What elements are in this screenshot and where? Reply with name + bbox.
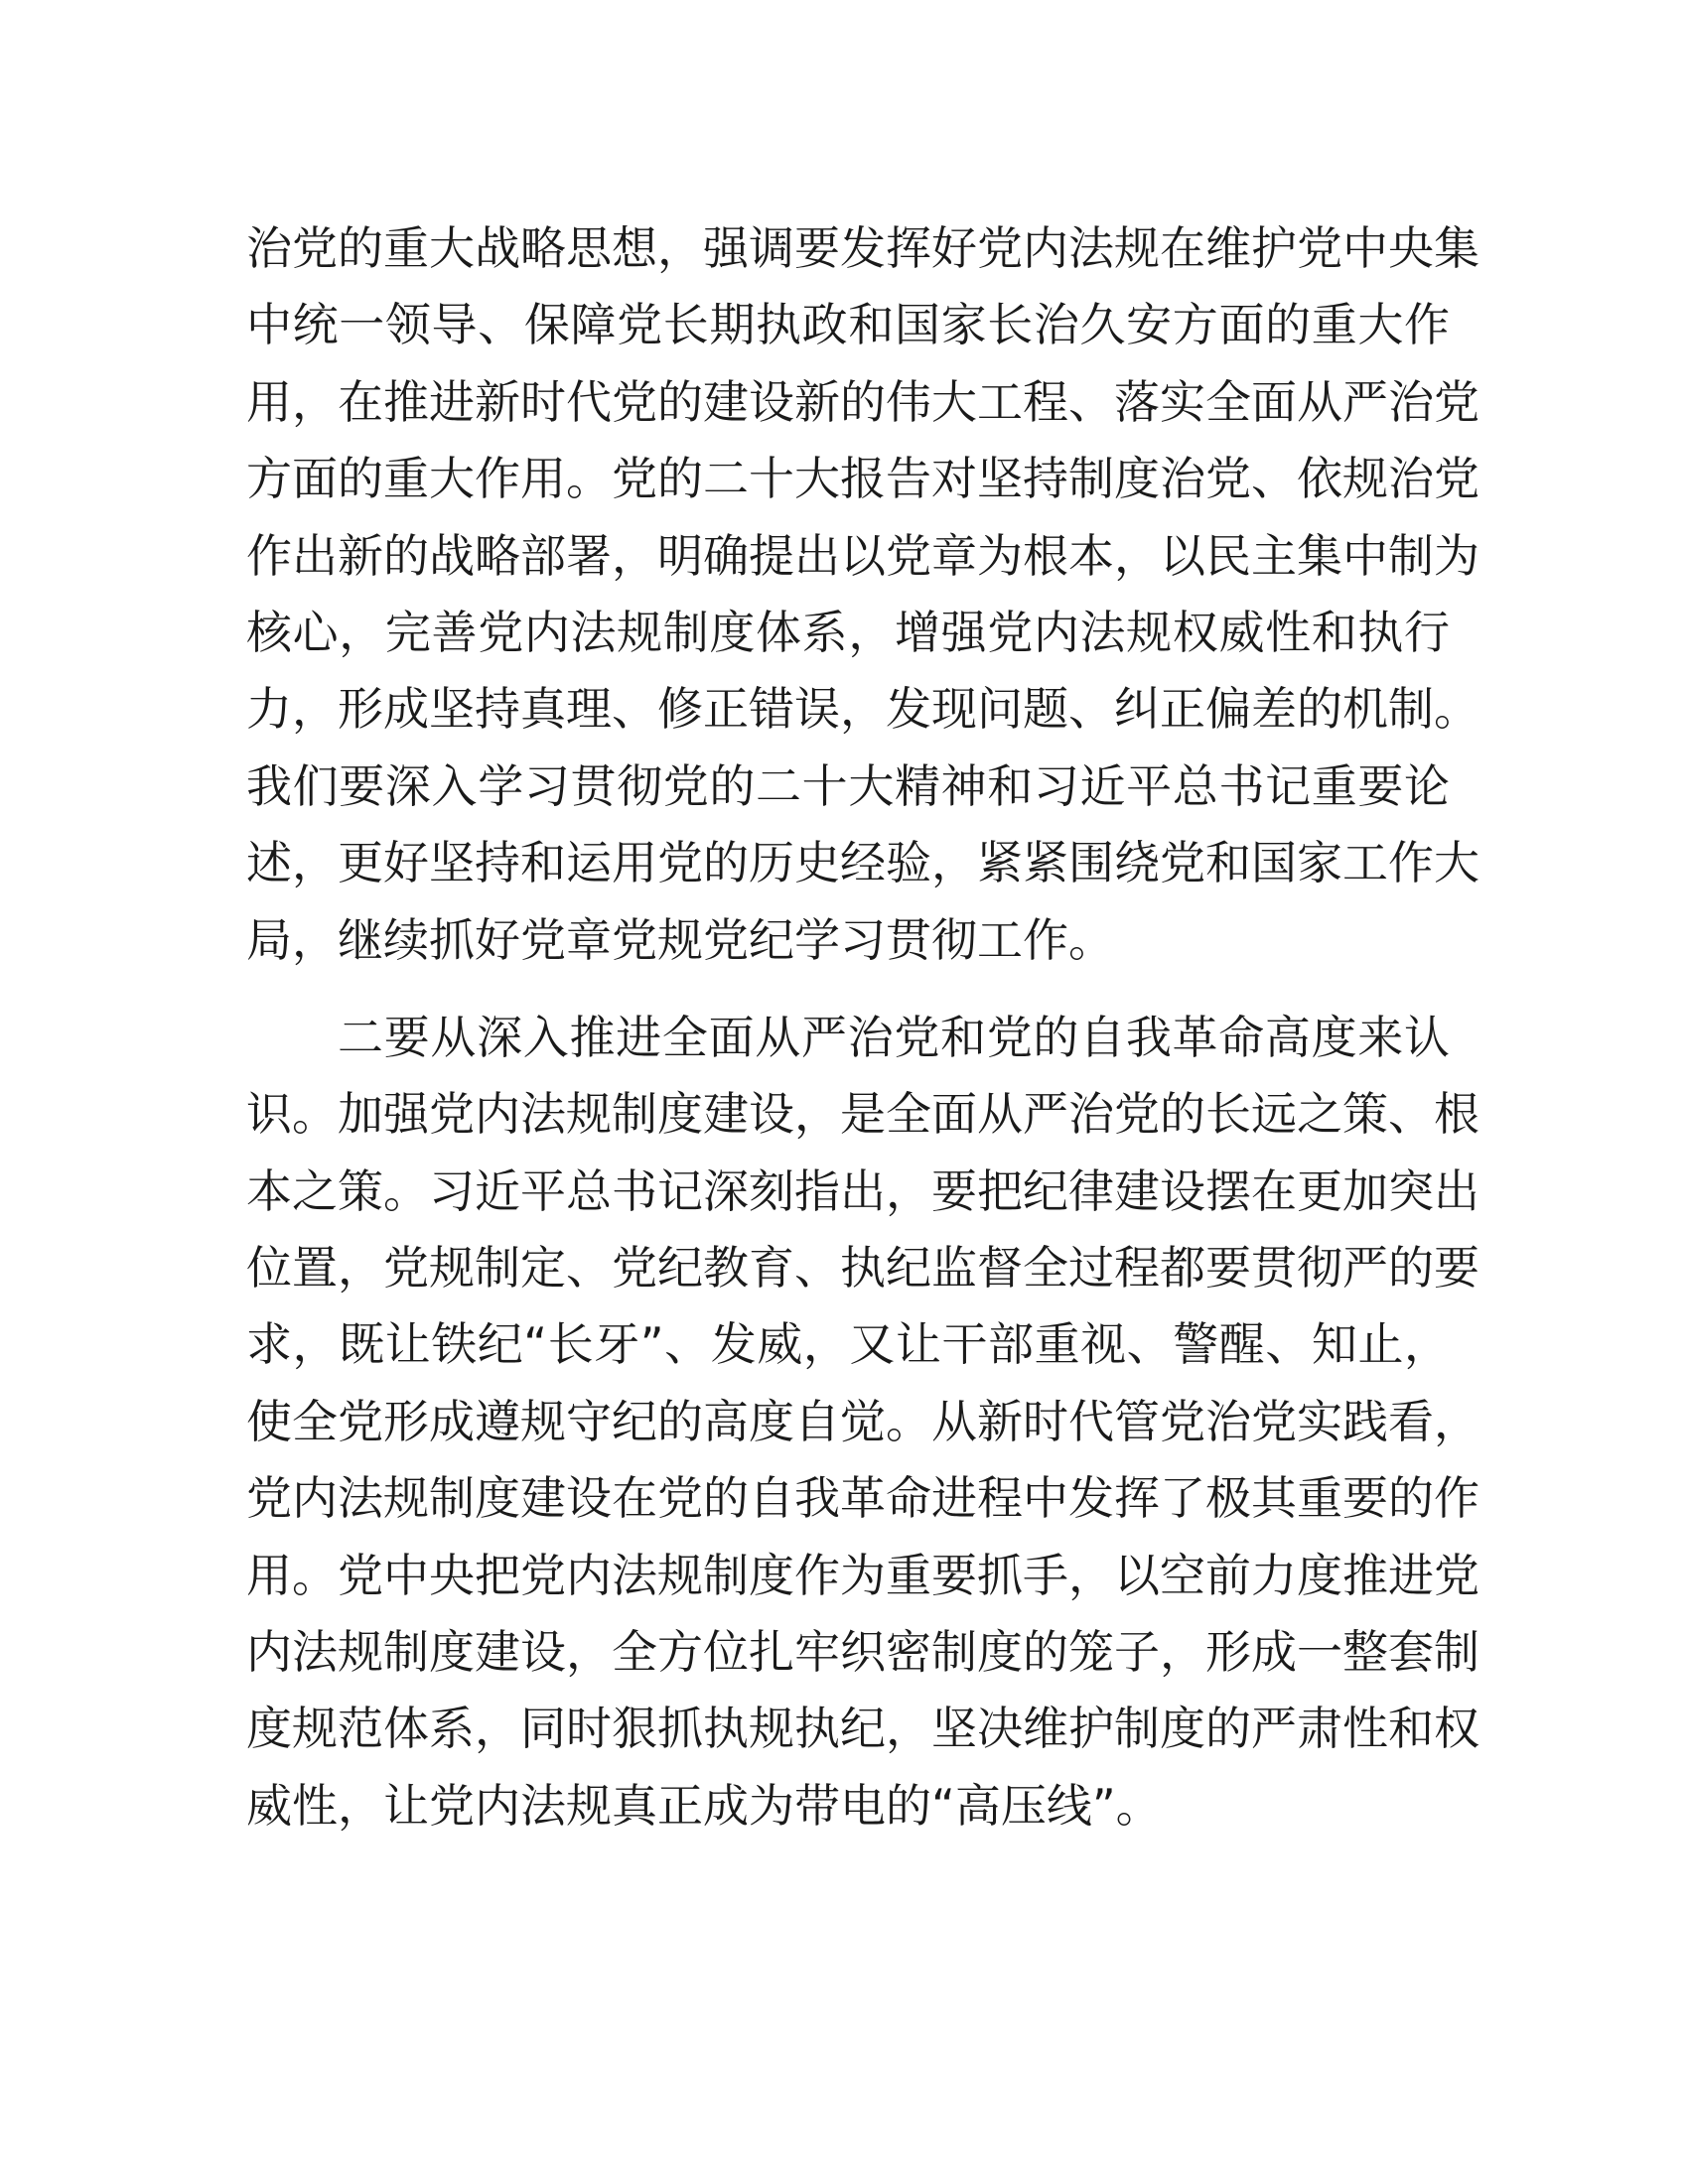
text-line: 用，在推进新时代党的建设新的伟大工程、落实全面从严治党 xyxy=(246,374,1479,429)
text-line: 治党的重大战略思想，强调要发挥好党内法规在维护党中央集 xyxy=(246,221,1479,275)
text-line: 用。党中央把党内法规制度作为重要抓手，以空前力度推进党 xyxy=(246,1548,1479,1602)
text-line: 本之策。习近平总书记深刻指出，要把纪律建设摆在更加突出 xyxy=(246,1163,1479,1218)
paragraph-2 xyxy=(246,1000,1479,1844)
text-line: 我们要深入学习贯彻党的二十大精神和习近平总书记重要论 xyxy=(246,758,1450,813)
text-line: 述，更好坚持和运用党的历史经验，紧紧围绕党和国家工作大 xyxy=(246,836,1479,890)
text-line: 核心，完善党内法规制度体系，增强党内法规权威性和执行 xyxy=(246,605,1450,659)
text-line: 方面的重大作用。党的二十大报告对坚持制度治党、依规治党 xyxy=(246,452,1479,506)
text-line: 局，继续抓好党章党规党纪学习贯彻工作。 xyxy=(246,912,1114,967)
text-line: 威性，让党内法规真正成为带电的“高压线”。 xyxy=(246,1778,1162,1833)
text-line: 二要从深入推进全面从严治党和党的自我革命高度来认 xyxy=(338,1010,1450,1064)
text-line: 度规范体系，同时狠抓执规执纪，坚决维护制度的严肃性和权 xyxy=(246,1702,1479,1756)
text-line: 使全党形成遵规守纪的高度自觉。从新时代管党治党实践看， xyxy=(246,1394,1479,1448)
text-line: 党内法规制度建设在党的自我革命进程中发挥了极其重要的作 xyxy=(246,1471,1479,1526)
text-line: 中统一领导、保障党长期执政和国家长治久安方面的重大作 xyxy=(246,298,1450,352)
text-line: 作出新的战略部署，明确提出以党章为根本，以民主集中制为 xyxy=(246,528,1479,583)
body-text xyxy=(246,210,1479,1844)
text-line: 力，形成坚持真理、修正错误，发现问题、纠正偏差的机制。 xyxy=(246,682,1479,737)
text-line: 位置，党规制定、党纪教育、执纪监督全过程都要贯彻严的要 xyxy=(246,1241,1479,1296)
text-line: 内法规制度建设，全方位扎牢织密制度的笼子，形成一整套制 xyxy=(246,1625,1479,1680)
paragraph-1 xyxy=(246,210,1479,979)
text-line: 识。加强党内法规制度建设，是全面从严治党的长远之策、根 xyxy=(246,1087,1479,1142)
text-line: 求，既让铁纪“长牙”、发威，又让干部重视、警醒、知止， xyxy=(246,1317,1450,1372)
